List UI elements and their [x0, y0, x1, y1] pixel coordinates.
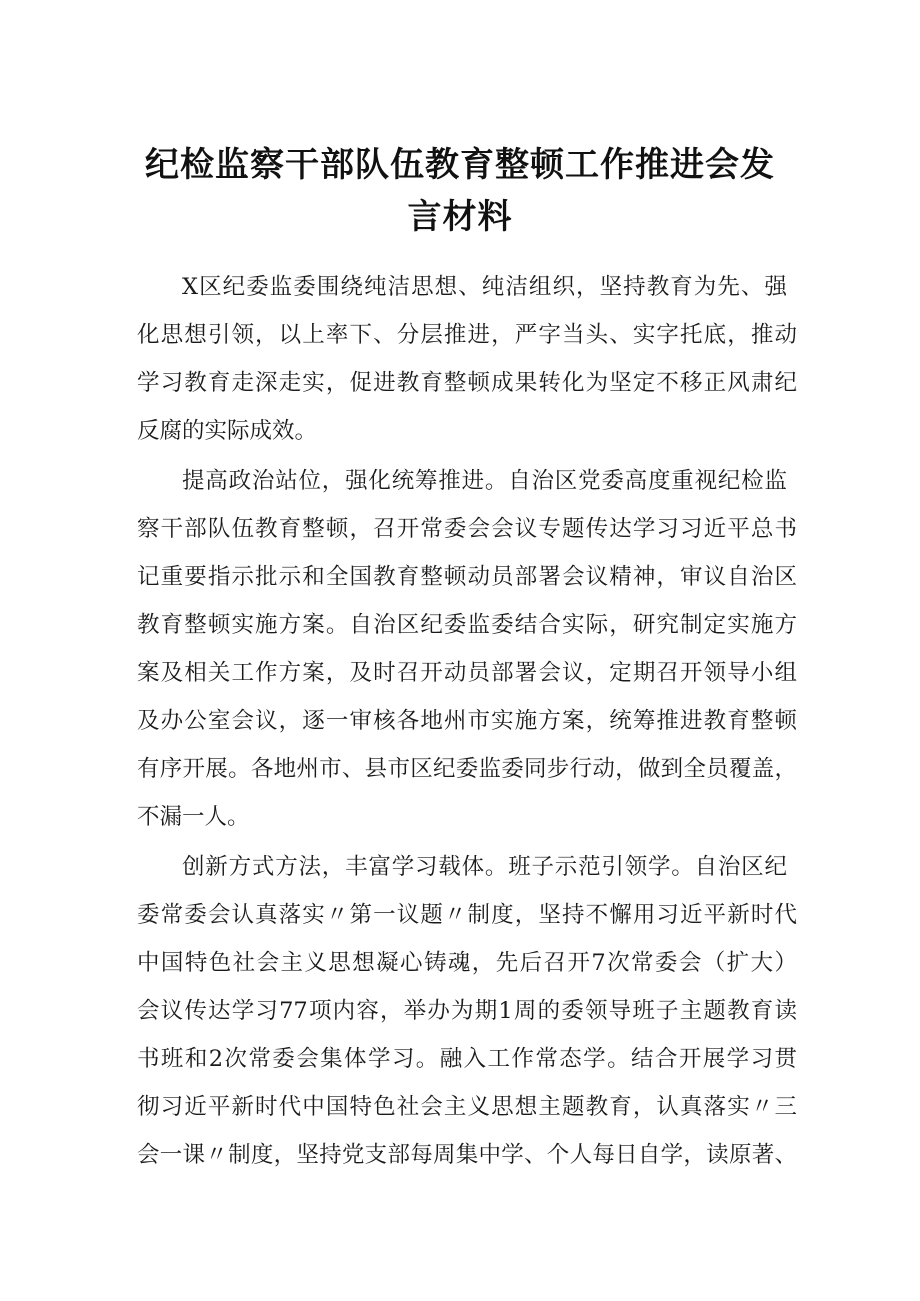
paragraph-2-line-3: 记重要指示批示和全国教育整顿动员部署会议精神，审议自治区 [137, 564, 797, 590]
paragraph-3-line-5: 书班和2次常委会集体学习。融入工作常态学。结合开展学习贯 [137, 1046, 797, 1072]
paragraph-1-line-4: 反腐的实际成效。 [137, 418, 318, 444]
paragraph-3-line-7: 会一课〃制度，坚持党支部每周集中学、个人每日自学，读原著、 [137, 1142, 797, 1168]
paragraph-1-line-2: 化思想引领，以上率下、分层推进，严字当头、实字托底，推动 [137, 322, 797, 348]
document-title-line-1: 纪检监察干部队伍教育整顿工作推进会发 [145, 145, 775, 185]
paragraph-2-line-2: 察干部队伍教育整顿，召开常委会会议专题传达学习习近平总书 [137, 516, 797, 542]
paragraph-3-line-1: 创新方式方法，丰富学习载体。班子示范引领学。自治区纪 [182, 854, 787, 880]
paragraph-1-line-1: X区纪委监委围绕纯洁思想、纯洁组织，坚持教育为先、强 [182, 274, 787, 300]
paragraph-3-line-6: 彻习近平新时代中国特色社会主义思想主题教育，认真落实〃三 [137, 1094, 797, 1120]
paragraph-3-line-2: 委常委会认真落实〃第一议题〃制度，坚持不懈用习近平新时代 [137, 902, 797, 928]
paragraph-2-line-7: 有序开展。各地州市、县市区纪委监委同步行动，做到全员覆盖， [137, 756, 797, 782]
paragraph-2-line-8: 不漏一人。 [137, 804, 250, 830]
paragraph-1-line-3: 学习教育走深走实，促进教育整顿成果转化为坚定不移正风肃纪 [137, 370, 797, 396]
document-title-line-2: 言材料 [407, 197, 513, 237]
paragraph-2-line-1: 提高政治站位，强化统筹推进。自治区党委高度重视纪检监 [182, 468, 787, 494]
paragraph-3-line-4: 会议传达学习77项内容，举办为期1周的委领导班子主题教育读 [137, 998, 797, 1024]
paragraph-2-line-5: 案及相关工作方案，及时召开动员部署会议，定期召开领导小组 [137, 660, 797, 686]
paragraph-2-line-4: 教育整顿实施方案。自治区纪委监委结合实际，研究制定实施方 [137, 612, 797, 638]
paragraph-3-line-3: 中国特色社会主义思想凝心铸魂，先后召开7次常委会（扩大） [137, 950, 797, 976]
paragraph-2-line-6: 及办公室会议，逐一审核各地州市实施方案，统筹推进教育整顿 [137, 708, 797, 734]
